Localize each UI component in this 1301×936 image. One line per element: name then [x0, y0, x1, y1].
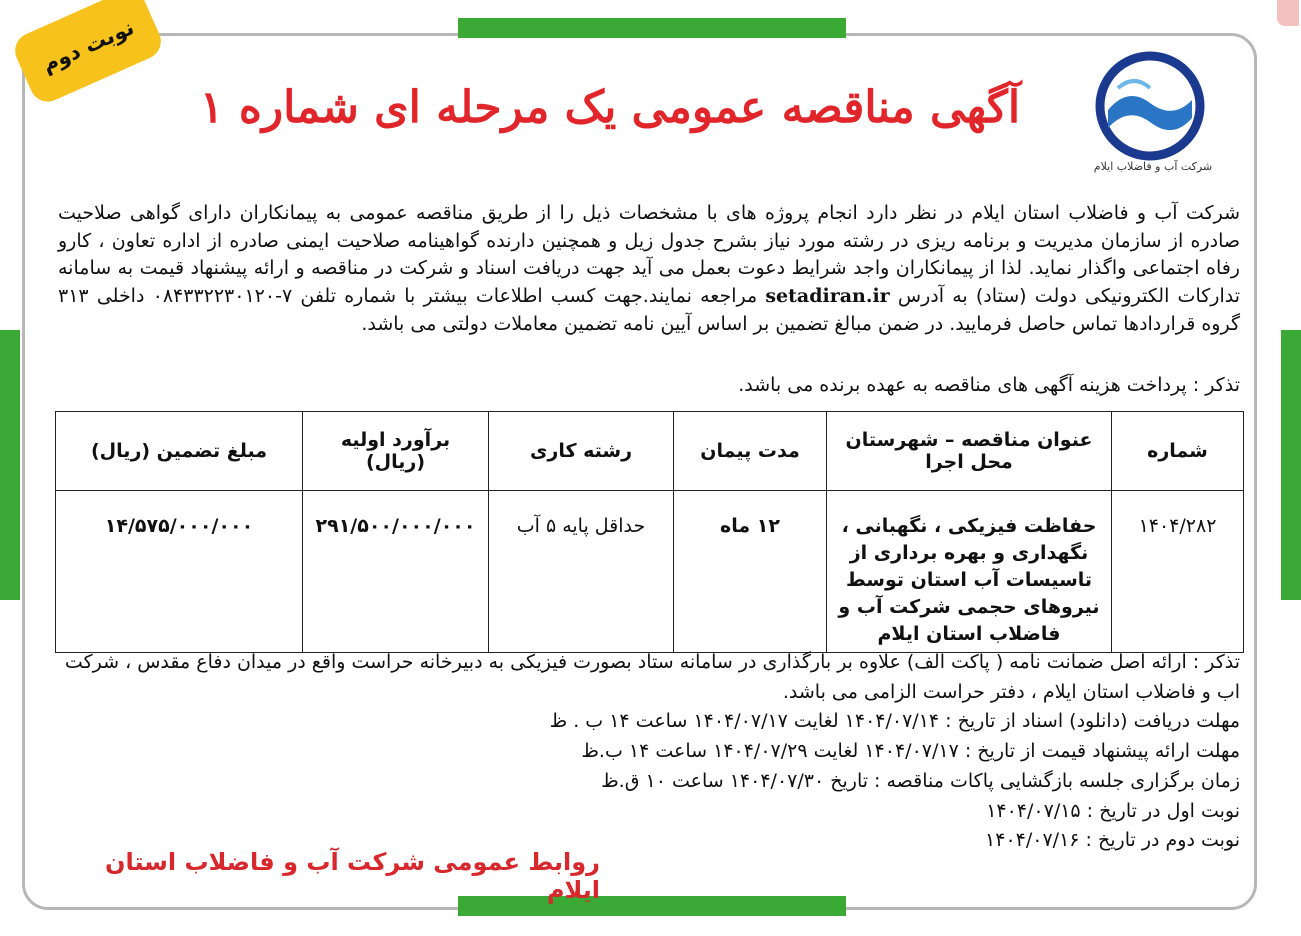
right-green-bar [1281, 330, 1301, 600]
company-logo [1078, 48, 1228, 178]
intro-paragraph [58, 200, 1240, 339]
cell-guarantee: ۱۴/۵۷۵/۰۰۰/۰۰۰ [56, 491, 303, 653]
header-field: رشته کاری [489, 412, 674, 491]
payment-note: تذکر : پرداخت هزینه آگهی های مناقصه به عهده برنده می باشد. [738, 374, 1240, 396]
left-green-bar [0, 330, 20, 600]
water-logo-icon [1078, 48, 1228, 178]
table-row [56, 491, 1244, 653]
round-badge: نوبت دوم [9, 0, 166, 107]
header-guarantee: مبلغ تضمین (ریال) [56, 412, 303, 491]
second-publication: نوبت دوم در تاریخ : ۱۴۰۴/۰۷/۱۶ [985, 829, 1240, 852]
intro-part1: شرکت آب و فاضلاب استان ایلام در نظر دارد انجام پروژه های با مشخصات ذیل را از طریق مناقصه عمومی به پیمانکاران دارای گواهی صلاحیت صادره از سازمان مدیریت و برنامه ریزی در رشته مورد نیاز بشرح جدول زیل و همچنین دارنده گواهینامه صلاحیت ایمنی صادره از اداره تعاون ، کارو رفاه اجتماعی واگذار نماید. لذا از پیمانکاران واجد شرایط دعوت بعمل می آید جهت دریافت اسناد و شرکت در مناقصه و ارائه پیشنهاد قیمت به سامانه تدارکات الکترونیکی دولت (ستاد) به آدرس [58, 202, 1240, 308]
header-title: عنوان مناقصه – شهرستان محل اجرا [827, 412, 1112, 491]
submit-deadline: مهلت ارائه پیشنهاد قیمت از تاریخ : ۱۴۰۴/۰۷/۱۷ لغایت ۱۴۰۴/۰۷/۲۹ ساعت ۱۴ ب.ظ [581, 740, 1240, 763]
notes-section [58, 648, 1240, 856]
tender-table [55, 411, 1244, 653]
header-number: شماره [1112, 412, 1244, 491]
guarantee-note: تذکر : ارائه اصل ضمانت نامه ( پاکت الف) علاوه بر بارگذاری در سامانه ستاد بصورت فیزیکی به دبیرخانه حراست واقع در میدان دفاع مقدس ، شرکت اب و فاضلاب استان ایلام ، دفتر حراست الزامی می باشد. [64, 651, 1240, 703]
notice-title: آگهی مناقصه عمومی یک مرحله ای شماره ۱ [199, 82, 1021, 133]
logo-caption: شرکت آب و فاضلاب ایلام [1093, 160, 1213, 173]
cell-duration: ۱۲ ماه [674, 491, 827, 653]
corner-mark [1277, 0, 1299, 26]
cell-field: حداقل پایه ۵ آب [489, 491, 674, 653]
first-publication: نوبت اول در تاریخ : ۱۴۰۴/۰۷/۱۵ [986, 799, 1240, 822]
public-relations-signature: روابط عمومی شرکت آب و فاضلاب استان ایلام [104, 848, 600, 904]
header-duration: مدت پیمان [674, 412, 827, 491]
top-green-strip [458, 18, 846, 38]
table-header-row [56, 412, 1244, 491]
cell-estimate: ۲۹۱/۵۰۰/۰۰۰/۰۰۰ [303, 491, 489, 653]
intro-part2: مراجعه نمایند.جهت کسب اطلاعات بیشتر با شماره تلفن ۷-۰۸۴۳۳۲۲۳۰۱۲۰ داخلی ۳۱۳ گروه قراردادها تماس حاصل فرمایید. در ضمن مبالغ تضمین بر اساس آیین نامه تضمین معاملات دولتی می باشد. [58, 285, 1240, 335]
header-estimate: برآورد اولیه (ریال) [303, 412, 489, 491]
opening-session: زمان برگزاری جلسه بازگشایی پاکات مناقصه : تاریخ ۱۴۰۴/۰۷/۳۰ ساعت ۱۰ ق.ظ [601, 769, 1240, 792]
download-deadline: مهلت دریافت (دانلود) اسناد از تاریخ : ۱۴۰۴/۰۷/۱۴ لغایت ۱۴۰۴/۰۷/۱۷ ساعت ۱۴ ب . ظ [549, 710, 1240, 733]
website-link[interactable]: setadiran.ir [765, 285, 890, 308]
cell-number: ۱۴۰۴/۲۸۲ [1112, 491, 1244, 653]
cell-title: حفاظت فیزیکی ، نگهبانی ، نگهداری و بهره برداری از تاسیسات آب استان توسط نیروهای حجمی شرکت آب و فاضلاب استان ایلام [827, 491, 1112, 653]
